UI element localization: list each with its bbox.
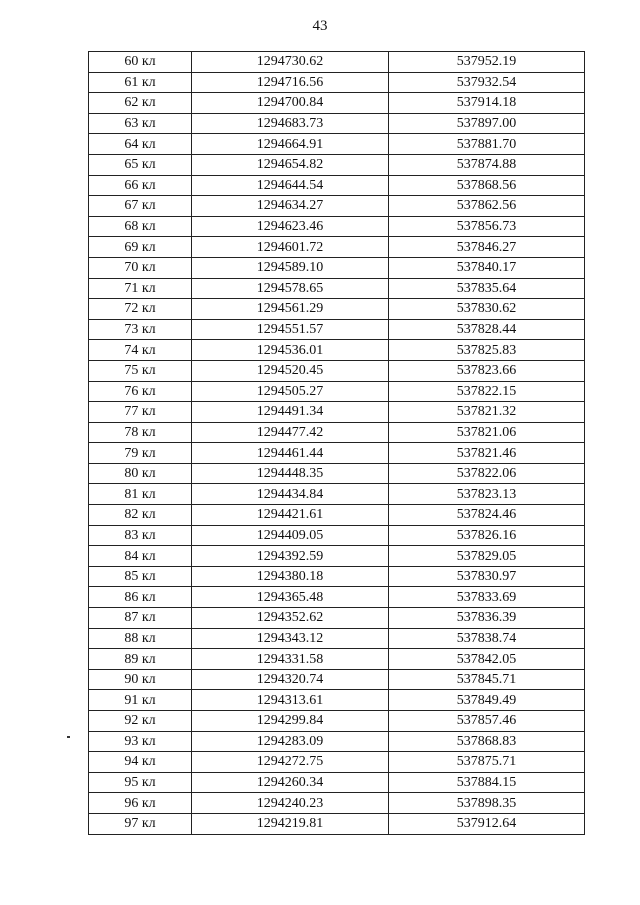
point-label-cell: 91 кл [89, 690, 192, 711]
x-coordinate-cell: 1294380.18 [192, 566, 389, 587]
point-label-cell: 60 кл [89, 52, 192, 73]
y-coordinate-cell: 537845.71 [389, 669, 585, 690]
y-coordinate-cell: 537897.00 [389, 113, 585, 134]
table-row [89, 463, 585, 484]
coordinates-table-body [89, 52, 585, 835]
x-coordinate-cell: 1294343.12 [192, 628, 389, 649]
table-row [89, 587, 585, 608]
y-coordinate-cell: 537825.83 [389, 340, 585, 361]
y-coordinate-cell: 537912.64 [389, 813, 585, 834]
y-coordinate-cell: 537914.18 [389, 93, 585, 114]
y-coordinate-cell: 537884.15 [389, 772, 585, 793]
point-label-cell: 66 кл [89, 175, 192, 196]
point-label-cell: 64 кл [89, 134, 192, 155]
x-coordinate-cell: 1294272.75 [192, 752, 389, 773]
x-coordinate-cell: 1294730.62 [192, 52, 389, 73]
point-label-cell: 72 кл [89, 299, 192, 320]
x-coordinate-cell: 1294664.91 [192, 134, 389, 155]
point-label-cell: 95 кл [89, 772, 192, 793]
point-label-cell: 86 кл [89, 587, 192, 608]
table-row [89, 793, 585, 814]
table-row [89, 340, 585, 361]
point-label-cell: 81 кл [89, 484, 192, 505]
y-coordinate-cell: 537840.17 [389, 257, 585, 278]
table-row [89, 772, 585, 793]
point-label-cell: 68 кл [89, 216, 192, 237]
table-row [89, 505, 585, 526]
y-coordinate-cell: 537875.71 [389, 752, 585, 773]
point-label-cell: 65 кл [89, 154, 192, 175]
x-coordinate-cell: 1294448.35 [192, 463, 389, 484]
table-row [89, 546, 585, 567]
table-row [89, 402, 585, 423]
y-coordinate-cell: 537856.73 [389, 216, 585, 237]
point-label-cell: 61 кл [89, 72, 192, 93]
table-row [89, 52, 585, 73]
x-coordinate-cell: 1294421.61 [192, 505, 389, 526]
table-row [89, 484, 585, 505]
y-coordinate-cell: 537835.64 [389, 278, 585, 299]
y-coordinate-cell: 537828.44 [389, 319, 585, 340]
y-coordinate-cell: 537823.66 [389, 360, 585, 381]
x-coordinate-cell: 1294240.23 [192, 793, 389, 814]
x-coordinate-cell: 1294299.84 [192, 711, 389, 732]
x-coordinate-cell: 1294520.45 [192, 360, 389, 381]
point-label-cell: 67 кл [89, 196, 192, 217]
y-coordinate-cell: 537868.83 [389, 731, 585, 752]
point-label-cell: 71 кл [89, 278, 192, 299]
table-row [89, 319, 585, 340]
point-label-cell: 78 кл [89, 422, 192, 443]
table-row [89, 566, 585, 587]
x-coordinate-cell: 1294219.81 [192, 813, 389, 834]
point-label-cell: 92 кл [89, 711, 192, 732]
table-row [89, 752, 585, 773]
y-coordinate-cell: 537898.35 [389, 793, 585, 814]
y-coordinate-cell: 537821.06 [389, 422, 585, 443]
point-label-cell: 77 кл [89, 402, 192, 423]
y-coordinate-cell: 537849.49 [389, 690, 585, 711]
table-row [89, 134, 585, 155]
table-row [89, 381, 585, 402]
x-coordinate-cell: 1294491.34 [192, 402, 389, 423]
point-label-cell: 96 кл [89, 793, 192, 814]
table-row [89, 690, 585, 711]
x-coordinate-cell: 1294589.10 [192, 257, 389, 278]
x-coordinate-cell: 1294654.82 [192, 154, 389, 175]
y-coordinate-cell: 537821.46 [389, 443, 585, 464]
y-coordinate-cell: 537868.56 [389, 175, 585, 196]
point-label-cell: 79 кл [89, 443, 192, 464]
y-coordinate-cell: 537822.06 [389, 463, 585, 484]
table-row [89, 422, 585, 443]
coordinates-table [88, 51, 585, 835]
y-coordinate-cell: 537874.88 [389, 154, 585, 175]
point-label-cell: 87 кл [89, 608, 192, 629]
x-coordinate-cell: 1294434.84 [192, 484, 389, 505]
x-coordinate-cell: 1294365.48 [192, 587, 389, 608]
point-label-cell: 94 кл [89, 752, 192, 773]
x-coordinate-cell: 1294551.57 [192, 319, 389, 340]
x-coordinate-cell: 1294634.27 [192, 196, 389, 217]
table-row [89, 360, 585, 381]
x-coordinate-cell: 1294461.44 [192, 443, 389, 464]
table-row [89, 113, 585, 134]
x-coordinate-cell: 1294505.27 [192, 381, 389, 402]
x-coordinate-cell: 1294409.05 [192, 525, 389, 546]
table-row [89, 257, 585, 278]
y-coordinate-cell: 537829.05 [389, 546, 585, 567]
y-coordinate-cell: 537830.62 [389, 299, 585, 320]
y-coordinate-cell: 537842.05 [389, 649, 585, 670]
x-coordinate-cell: 1294578.65 [192, 278, 389, 299]
x-coordinate-cell: 1294623.46 [192, 216, 389, 237]
y-coordinate-cell: 537857.46 [389, 711, 585, 732]
y-coordinate-cell: 537833.69 [389, 587, 585, 608]
y-coordinate-cell: 537821.32 [389, 402, 585, 423]
y-coordinate-cell: 537822.15 [389, 381, 585, 402]
table-row [89, 813, 585, 834]
table-row [89, 649, 585, 670]
x-coordinate-cell: 1294320.74 [192, 669, 389, 690]
y-coordinate-cell: 537830.97 [389, 566, 585, 587]
point-label-cell: 82 кл [89, 505, 192, 526]
table-row [89, 196, 585, 217]
table-row [89, 299, 585, 320]
table-row [89, 93, 585, 114]
table-row [89, 711, 585, 732]
point-label-cell: 83 кл [89, 525, 192, 546]
x-coordinate-cell: 1294700.84 [192, 93, 389, 114]
table-row [89, 669, 585, 690]
table-row [89, 237, 585, 258]
y-coordinate-cell: 537838.74 [389, 628, 585, 649]
x-coordinate-cell: 1294683.73 [192, 113, 389, 134]
y-coordinate-cell: 537881.70 [389, 134, 585, 155]
table-row [89, 628, 585, 649]
y-coordinate-cell: 537862.56 [389, 196, 585, 217]
table-row [89, 525, 585, 546]
table-row [89, 216, 585, 237]
x-coordinate-cell: 1294331.58 [192, 649, 389, 670]
table-row [89, 443, 585, 464]
table-row [89, 72, 585, 93]
x-coordinate-cell: 1294260.34 [192, 772, 389, 793]
point-label-cell: 88 кл [89, 628, 192, 649]
point-label-cell: 69 кл [89, 237, 192, 258]
x-coordinate-cell: 1294536.01 [192, 340, 389, 361]
x-coordinate-cell: 1294313.61 [192, 690, 389, 711]
point-label-cell: 85 кл [89, 566, 192, 587]
point-label-cell: 73 кл [89, 319, 192, 340]
page-number: 43 [312, 18, 328, 34]
x-coordinate-cell: 1294601.72 [192, 237, 389, 258]
point-label-cell: 97 кл [89, 813, 192, 834]
x-coordinate-cell: 1294644.54 [192, 175, 389, 196]
table-row [89, 154, 585, 175]
point-label-cell: 89 кл [89, 649, 192, 670]
point-label-cell: 84 кл [89, 546, 192, 567]
y-coordinate-cell: 537823.13 [389, 484, 585, 505]
y-coordinate-cell: 537836.39 [389, 608, 585, 629]
table-row [89, 608, 585, 629]
x-coordinate-cell: 1294392.59 [192, 546, 389, 567]
x-coordinate-cell: 1294283.09 [192, 731, 389, 752]
point-label-cell: 93 кл [89, 731, 192, 752]
y-coordinate-cell: 537846.27 [389, 237, 585, 258]
y-coordinate-cell: 537932.54 [389, 72, 585, 93]
stray-mark [67, 736, 70, 738]
table-row [89, 175, 585, 196]
point-label-cell: 75 кл [89, 360, 192, 381]
point-label-cell: 76 кл [89, 381, 192, 402]
x-coordinate-cell: 1294477.42 [192, 422, 389, 443]
x-coordinate-cell: 1294561.29 [192, 299, 389, 320]
point-label-cell: 63 кл [89, 113, 192, 134]
y-coordinate-cell: 537824.46 [389, 505, 585, 526]
x-coordinate-cell: 1294352.62 [192, 608, 389, 629]
point-label-cell: 62 кл [89, 93, 192, 114]
point-label-cell: 70 кл [89, 257, 192, 278]
point-label-cell: 74 кл [89, 340, 192, 361]
point-label-cell: 80 кл [89, 463, 192, 484]
y-coordinate-cell: 537826.16 [389, 525, 585, 546]
point-label-cell: 90 кл [89, 669, 192, 690]
table-row [89, 731, 585, 752]
y-coordinate-cell: 537952.19 [389, 52, 585, 73]
table-row [89, 278, 585, 299]
x-coordinate-cell: 1294716.56 [192, 72, 389, 93]
